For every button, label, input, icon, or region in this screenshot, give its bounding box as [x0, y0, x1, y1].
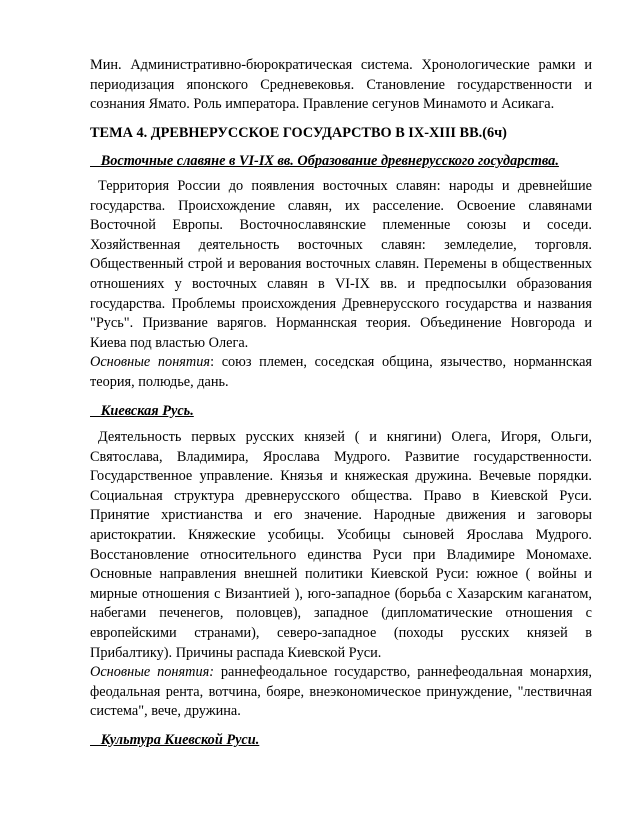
section-body-eastern-slavs: Территория России до появления восточных славян: народы и древнейшие государства. Происхождение славян, их расселение. Освоение славянами Восточной Европы. Восточнославянские племенные союзы и соседи. Хозяйственная деятельность восточных славян: земледелие, торговля. Общественный строй и верования восточных славян. Перемены в общественных отношениях у восточных славян в VI-IX вв. и предпосылки образования государства. Проблемы происхождения Древнерусского государства и названия "Русь". Призвание варягов. Норманнская теория. Объединение Новгорода и Киева под властью Олега. [90, 177, 592, 351]
concepts-text: : союз племен, соседская община, язычество, норманнская теория, полюдье, дань. [90, 354, 593, 390]
topic-heading: ТЕМА 4. ДРЕВНЕРУССКОЕ ГОСУДАРСТВО В IX-XIII ВВ.(6ч) [90, 124, 507, 141]
section-body-kievan-rus: Деятельность первых русских князей ( и княгини) Олега, Игоря, Ольги, Святослава, Владимира, Ярослава Мудрого. Развитие государственности. Государственное управление. Князья и княжеская дружина. Вечевые порядки. Социальная структура древнерусского общества. Право в Киевской Руси. Принятие христианства и его значение. Народные движения и заговоры аристократии. Княжеские усобицы. Усобицы сыновей Ярослава Мудрого. Восстановление относительного единства Руси при Владимире Мономахе. Основные направления внешней политики Киевской Руси: южное ( войны и мирные отношения с Византией ), юго-западное (борьба с Хазарским каганатом, набегами печенегов, половцев), западное (дипломатические отношения с европейскими странами), северо-западное (походы русских князей в Прибалтику). Причины распада Киевской Руси. [90, 429, 592, 661]
intro-paragraph: Мин. Административно-бюрократическая система. Хронологические рамки и периодизация японского Средневековья. Становление государственности и сознания Ямато. Роль императора. Правление сегунов Минамото и Асикага. [90, 57, 592, 113]
concepts-text: раннефеодальное государство, раннефеодальная монархия, феодальная рента, вотчина, бояре, внеэкономическое принуждение, "лествичная система", вече, дружина. [90, 664, 592, 720]
section-title-culture: Культура Киевской Руси. [90, 732, 260, 748]
section-title-eastern-slavs: Восточные славяне в VI-IX вв. Образование древнерусского государства. [90, 153, 559, 170]
concepts-label: Основные понятия: [90, 664, 215, 681]
concepts-label: Основные понятия [90, 354, 211, 371]
concepts-kievan-rus [90, 663, 592, 722]
concepts-eastern-slavs [90, 353, 592, 392]
section-title-kievan-rus: Киевская Русь. [90, 402, 194, 419]
